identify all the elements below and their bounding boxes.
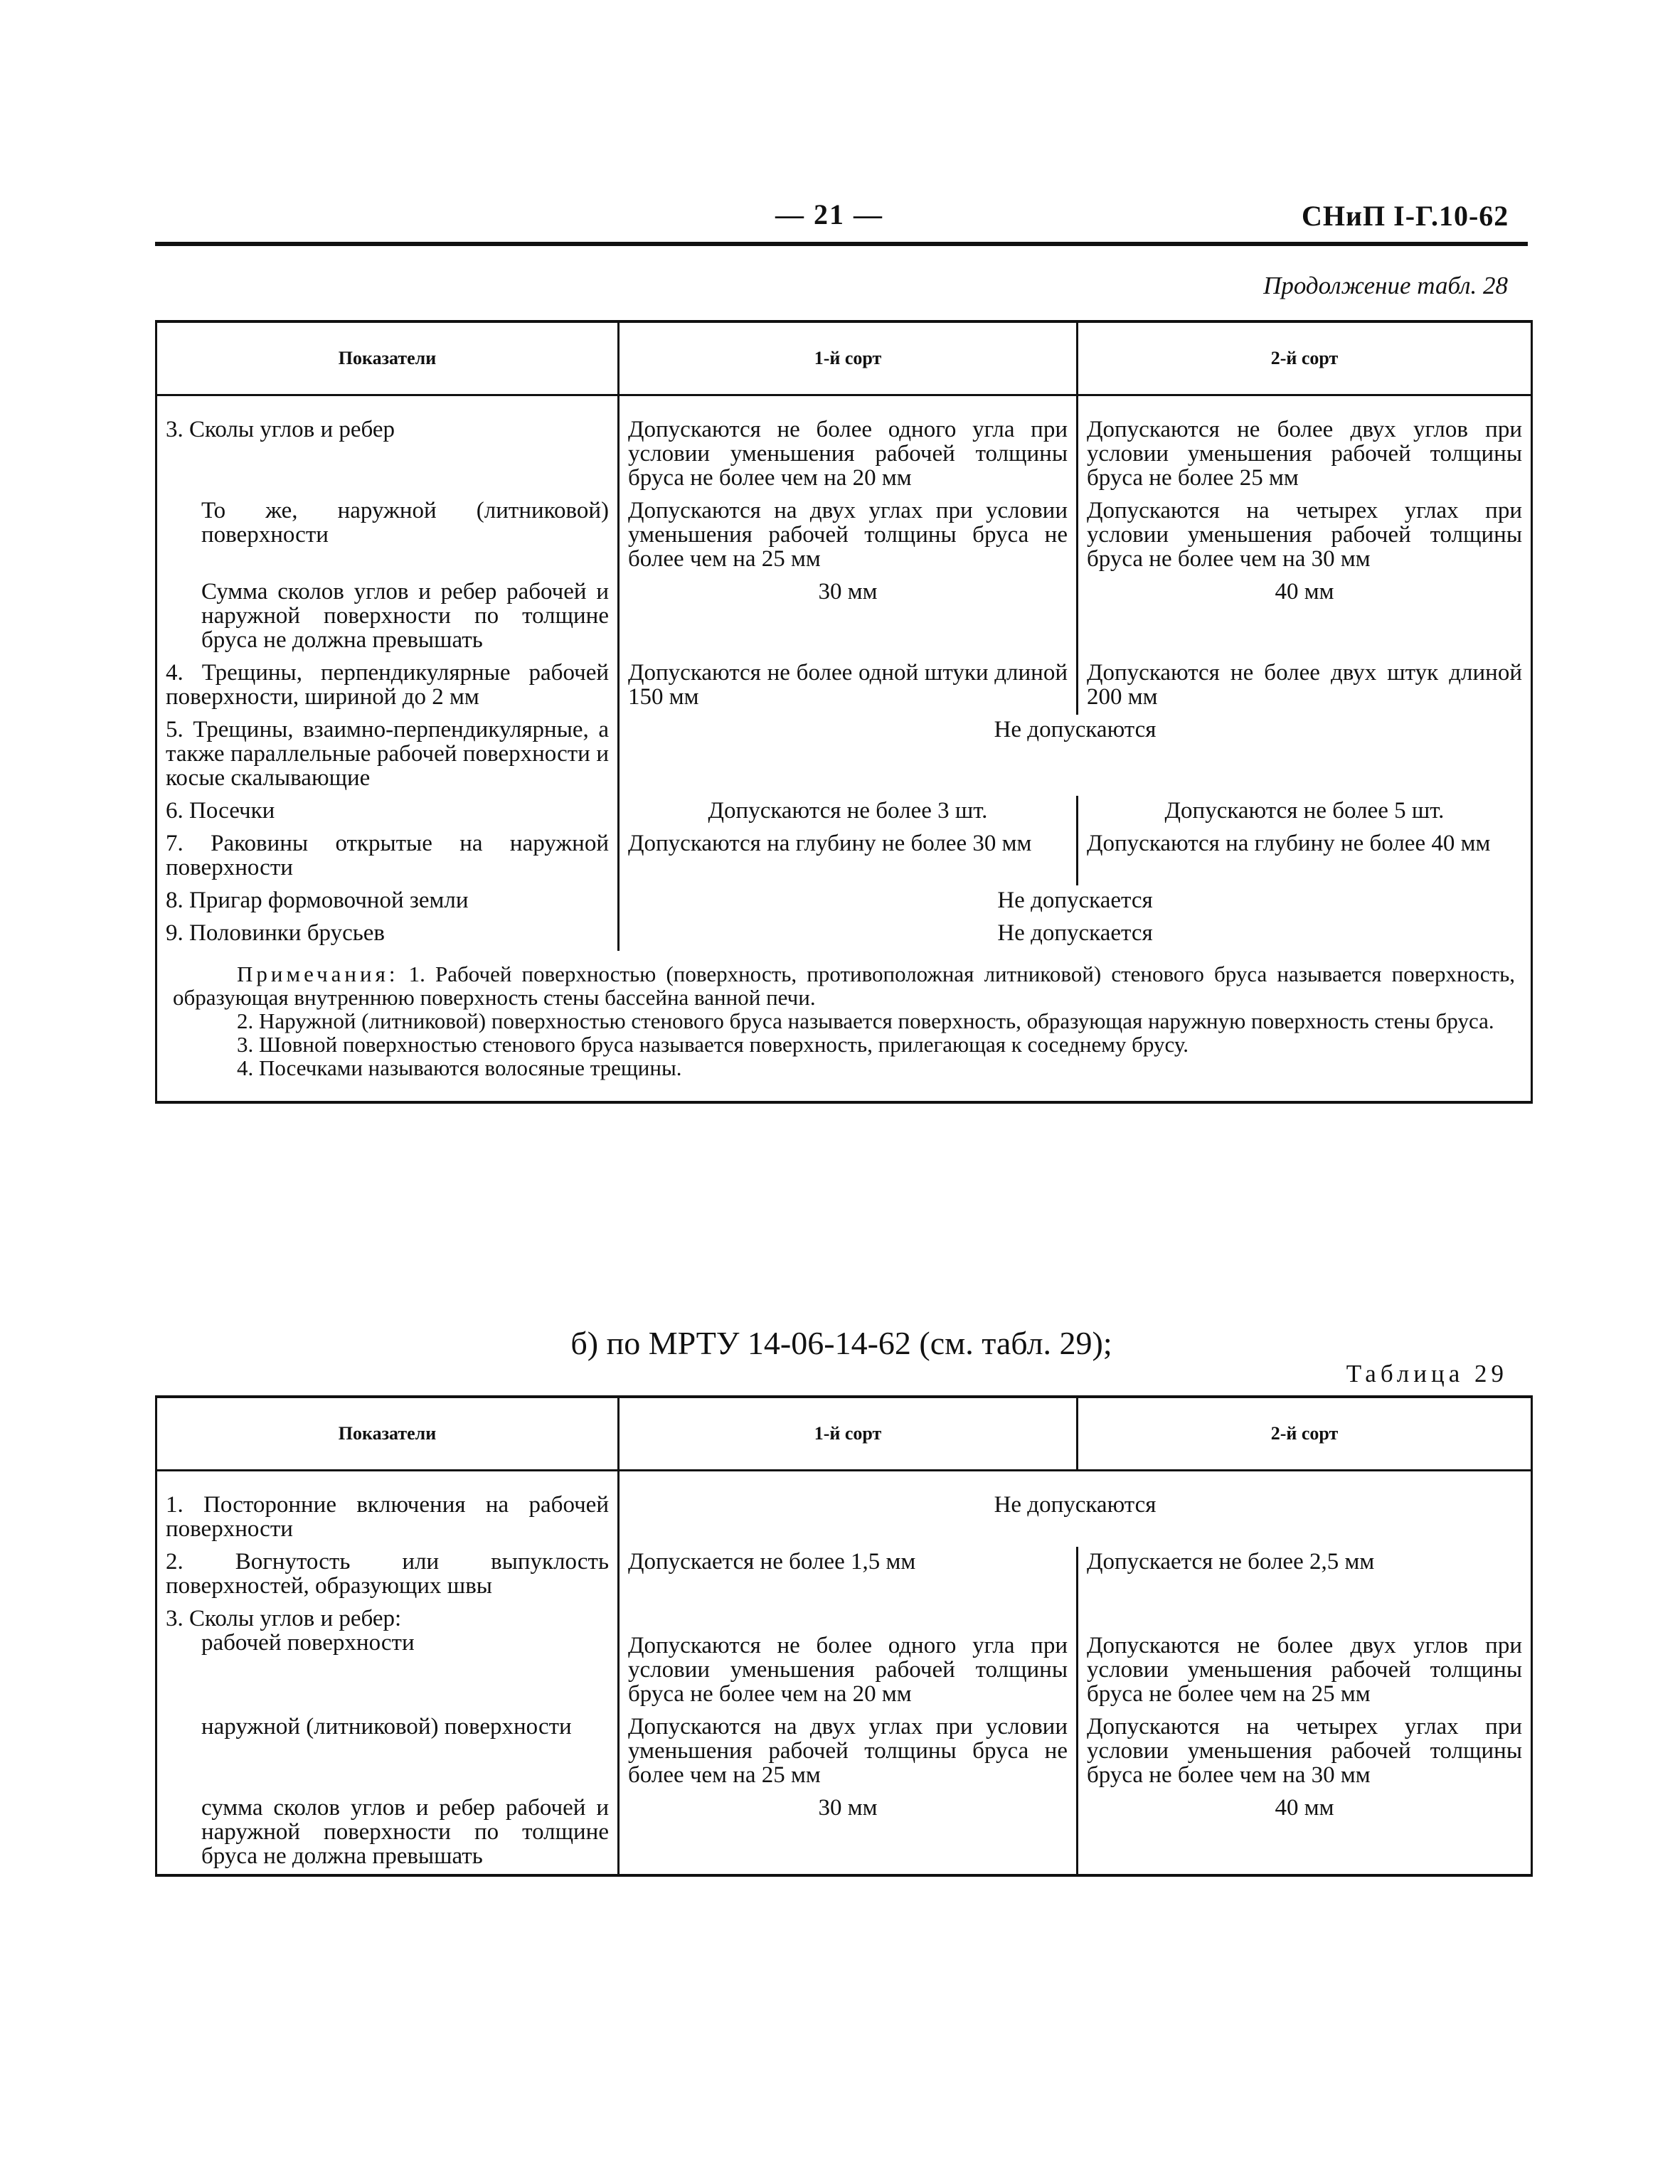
note-3: 3. Шовной поверхностью стенового бруса называется поверхность, прилегающая к соседнему брусу.: [237, 1032, 1189, 1057]
column-header-grade-2: 2-й сорт: [1078, 1397, 1532, 1471]
table-header-row: [156, 321, 1532, 395]
grade-1-cell: 30 мм: [619, 577, 1078, 658]
table-notes-row: [156, 951, 1532, 1102]
column-header-grade-2: 2-й сорт: [1078, 321, 1532, 395]
table-continuation-caption: Продолжение табл. 28: [1263, 272, 1508, 299]
table-row: [156, 918, 1532, 951]
table-29: [155, 1395, 1533, 1877]
merged-value-cell: Не допускается: [619, 885, 1532, 918]
grade-1-cell: 30 мм: [619, 1793, 1078, 1875]
row-label: 9. Половинки брусьев: [166, 920, 385, 946]
table-row: [156, 658, 1532, 715]
row-label: 4. Трещины, перпендикулярные рабочей поверхности, шириной до 2 мм: [166, 660, 609, 710]
table-row: [156, 829, 1532, 885]
row-label: 3. Сколы углов и ребер:: [166, 1606, 402, 1631]
note-1: 1. Рабочей поверхностью (поверхность, противоположная литниковой) стенового бруса называется поверхность, образующая внутреннюю поверхность стены бассейна ванной печи.: [173, 962, 1515, 1010]
table-row: [156, 395, 1532, 496]
section-heading: б) по МРТУ 14-06-14-62 (см. табл. 29);: [570, 1325, 1112, 1361]
grade-2-cell: 40 мм: [1078, 1793, 1532, 1875]
grade-2-cell: [1078, 1604, 1532, 1631]
row-label: 6. Посечки: [166, 798, 275, 824]
column-header-grade-1: 1-й сорт: [619, 321, 1078, 395]
page-number: — 21 —: [775, 198, 883, 230]
row-label: 5. Трещины, взаимно-перпендикулярные, а также параллельные рабочей поверхности и косые скалывающие: [166, 717, 609, 791]
table-row: [156, 885, 1532, 918]
row-label: рабочей поверхности: [201, 1630, 415, 1656]
table-header-row: [156, 1397, 1532, 1471]
note-2: 2. Наружной (литниковой) поверхностью стенового бруса называется поверхность, образующая наружную поверхность стены бруса.: [237, 1008, 1494, 1033]
merged-value-cell: Не допускается: [619, 918, 1532, 951]
grade-2-cell: Допускаются не более двух штук длиной 200 мм: [1078, 658, 1532, 715]
grade-1-cell: Допускаются не более одной штуки длиной 150 мм: [619, 658, 1078, 715]
table-notes: [156, 951, 1532, 1102]
row-label: 2. Вогнутость или выпуклость поверхностей, образующих швы: [166, 1549, 609, 1599]
grade-2-cell: Допускаются на четырех углах при условии уменьшения рабочей толщины бруса не более чем на 30 мм: [1078, 1712, 1532, 1793]
grade-1-cell: Допускаются на глубину не более 30 мм: [619, 829, 1078, 885]
table-row: [156, 715, 1532, 796]
table-row: [156, 1604, 1532, 1631]
grade-1-cell: Допускаются не более 3 шт.: [619, 796, 1078, 829]
table-28: [155, 320, 1533, 1104]
column-header-indicators: Показатели: [156, 321, 619, 395]
table-row: [156, 1712, 1532, 1793]
grade-2-cell: Допускаются не более 5 шт.: [1078, 796, 1532, 829]
column-header-grade-1: 1-й сорт: [619, 1397, 1078, 1471]
header-rule: [155, 242, 1528, 246]
table-row: [156, 577, 1532, 658]
column-header-indicators: Показатели: [156, 1397, 619, 1471]
grade-2-cell: Допускаются не более двух углов при условии уменьшения рабочей толщины бруса не более чем на 25 мм: [1078, 1631, 1532, 1712]
grade-1-cell: Допускаются на двух углах при условии уменьшения рабочей толщины бруса не более чем на 25 мм: [619, 496, 1078, 577]
table-row: [156, 496, 1532, 577]
table-row: [156, 796, 1532, 829]
document-code: СНиП I-Г.10-62: [1302, 200, 1509, 232]
table-row: [156, 1793, 1532, 1875]
grade-2-cell: Допускаются не более двух углов при условии уменьшения рабочей толщины бруса не более 25 мм: [1078, 395, 1532, 496]
grade-1-cell: Допускаются на двух углах при условии уменьшения рабочей толщины бруса не более чем на 25 мм: [619, 1712, 1078, 1793]
notes-label: Примечания:: [237, 962, 399, 986]
grade-2-cell: Допускаются на четырех углах при условии уменьшения рабочей толщины бруса не более чем на 30 мм: [1078, 496, 1532, 577]
row-label: 7. Раковины открытые на наружной поверхности: [166, 831, 609, 880]
merged-value-cell: Не допускаются: [619, 1471, 1532, 1548]
row-label: 8. Пригар формовочной земли: [166, 888, 469, 913]
table-row: [156, 1547, 1532, 1604]
row-label: То же, наружной (литниковой) поверхности: [201, 498, 609, 548]
row-label: сумма сколов углов и ребер рабочей и наружной поверхности по толщине бруса не должна превышать: [201, 1795, 609, 1869]
row-label: наружной (литниковой) поверхности: [201, 1714, 572, 1740]
grade-2-cell: 40 мм: [1078, 577, 1532, 658]
grade-1-cell: Допускается не более 1,5 мм: [619, 1547, 1078, 1604]
grade-2-cell: Допускается не более 2,5 мм: [1078, 1547, 1532, 1604]
table-row: [156, 1631, 1532, 1712]
grade-1-cell: [619, 1604, 1078, 1631]
grade-1-cell: Допускаются не более одного угла при условии уменьшения рабочей толщины бруса не более чем на 20 мм: [619, 1631, 1078, 1712]
row-label: 3. Сколы углов и ребер: [166, 417, 395, 442]
table-row: [156, 1471, 1532, 1548]
table-caption: Таблица 29: [1346, 1360, 1508, 1387]
row-label: Сумма сколов углов и ребер рабочей и наружной поверхности по толщине бруса не должна превышать: [201, 579, 609, 653]
note-4: 4. Посечками называются волосяные трещины.: [237, 1055, 682, 1080]
row-label: 1. Посторонние включения на рабочей поверхности: [166, 1492, 609, 1542]
grade-2-cell: Допускаются на глубину не более 40 мм: [1078, 829, 1532, 885]
merged-value-cell: Не допускаются: [619, 715, 1532, 796]
grade-1-cell: Допускаются не более одного угла при условии уменьшения рабочей толщины бруса не более чем на 20 мм: [619, 395, 1078, 496]
